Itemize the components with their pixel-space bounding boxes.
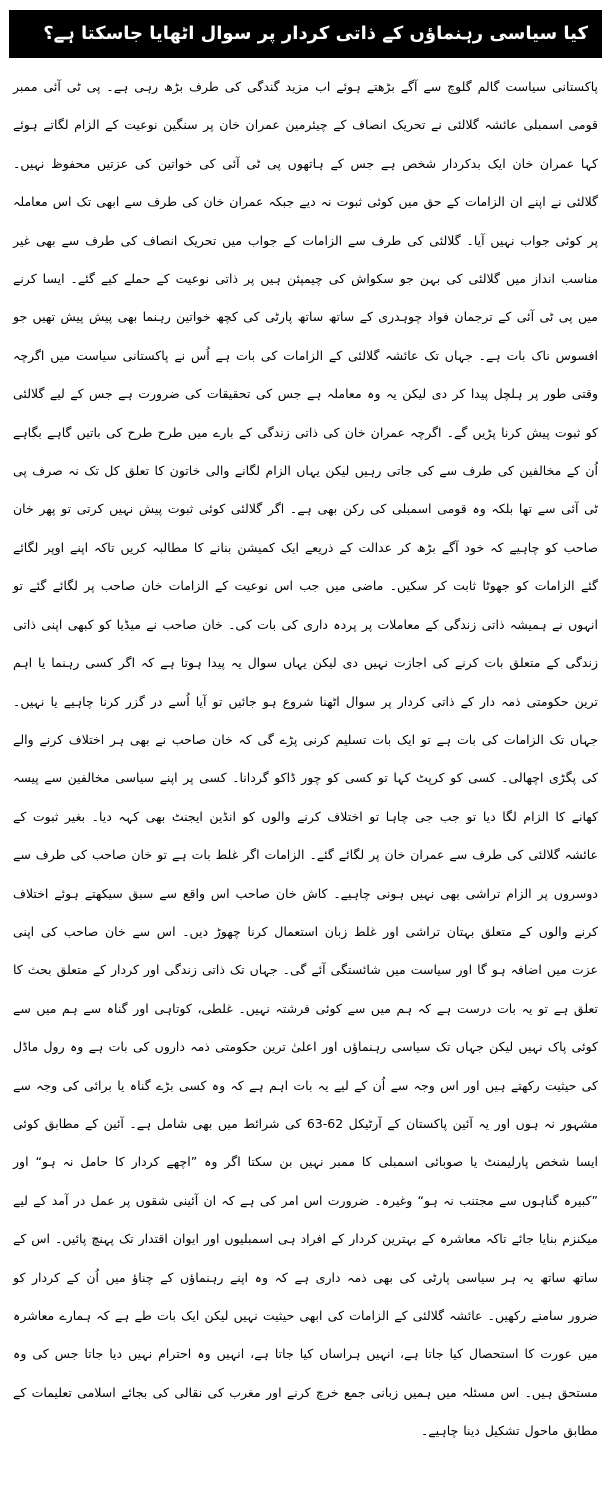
article-body bbox=[9, 68, 602, 1451]
article-headline: کیا سیاسی رہنماؤں کے ذاتی کردار پر سوال اٹھایا جاسکتا ہے؟ bbox=[43, 23, 588, 44]
article-paragraph: پاکستانی سیاست گالم گلوچ سے آگے بڑھتے ہوئے اب مزید گندگی کی طرف بڑھ رہی ہے۔ پی ٹی آئی ممبر قومی اسمبلی عائشہ گلالئی نے تحریک انصاف کے چیئرمین عمران خان پر سنگین نوعیت کے الزام لگاتے ہوئے کہا عمران خان ایک بدکردار شخص ہے جس کے ہاتھوں پی ٹی آئی کی خواتین کی عزتیں محفوظ نہیں۔ گلالئی نے اپنے ان الزامات کے حق میں کوئی ثبوت نہ دیے جبکہ عمران خان کی طرف سے ابھی تک اس معاملہ پر کوئی جواب نہیں آیا۔ گلالئی کی طرف سے الزامات کے جواب میں تحریک انصاف کی طرف سے بھی غیر مناسب انداز میں گلالئی کی بہن جو سکواش کی چیمپئن ہیں پر ذاتی نوعیت کے حملے کیے گئے۔ ایسا کرنے میں پی ٹی آئی کے ترجمان فواد چوہدری کے ساتھ ساتھ پارٹی کی کچھ خواتین رہنما بھی پیش پیش تھیں جو افسوس ناک بات ہے۔ جہاں تک عائشہ گلالئی کے الزامات کی بات ہے اُس نے پاکستانی سیاست میں اگرچہ وقتی طور پر ہلچل پیدا کر دی لیکن یہ وہ معاملہ ہے جس کی تحقیقات کی ضرورت ہے جس کے لیے گلالئی کو ثبوت پیش کرنا پڑیں گے۔ اگرچہ عمران خان کی ذاتی زندگی کے بارے میں طرح طرح کی باتیں گاہے بگاہے اُن کے مخالفین کی طرف سے کی جاتی رہیں لیکن یہاں الزام لگانے والی خاتون کا تعلق کل تک نہ صرف پی ٹی آئی سے تھا بلکہ وہ قومی اسمبلی کی رکن بھی ہے۔ اگر گلالئی کوئی ثبوت پیش نہیں کرتی تو پھر خان صاحب کو چاہیے کہ خود آگے بڑھ کر عدالت کے ذریعے ایک کمیشن بنانے کا مطالبہ کریں تاکہ اپنے اوپر لگائے گئے الزامات کو جھوٹا ثابت کر سکیں۔ ماضی میں جب اس نوعیت کے الزامات خان صاحب پر لگائے گئے تو انہوں نے ہمیشہ ذاتی زندگی کے معاملات پر پردہ داری کی بات کی۔ خان صاحب نے میڈیا کو کبھی اپنی ذاتی زندگی کے متعلق بات کرنے کی اجازت نہیں دی لیکن یہاں سوال یہ پیدا ہوتا ہے کہ اگر کسی رہنما یا اہم ترین حکومتی ذمہ دار کے ذاتی کردار پر سوال اٹھنا شروع ہو جائیں تو آیا اُسے در گزر کرنا چاہیے یا نہیں۔ جہاں تک الزامات کی بات ہے تو ایک بات تسلیم کرنی پڑے گی کہ خان صاحب نے بھی ہر اختلاف کرنے والے کی پگڑی اچھالی۔ کسی کو کرپٹ کہا تو کسی کو چور ڈاکو گردانا۔ کسی پر اپنے سیاسی مخالفین سے پیسہ کھانے کا الزام لگا دیا تو جب جی چاہا تو اختلاف کرنے والوں کو انڈین ایجنٹ بھی کہہ دیا۔ بغیر ثبوت کے عائشہ گلالئی کی طرف سے عمران خان پر لگائے گئے۔ الزامات اگر غلط بات ہے تو خان صاحب کی طرف سے دوسروں پر الزام تراشی بھی نہیں ہونی چاہیے۔ کاش خان صاحب اس واقع سے سبق سیکھتے ہوئے اختلاف کرنے والوں کے متعلق بہتان تراشی اور غلط زبان استعمال کرنا چھوڑ دیں۔ اس سے خان صاحب کی اپنی عزت میں اضافہ ہو گا اور سیاست میں شائستگی آئے گی۔ جہاں تک ذاتی زندگی اور کردار کے متعلق بحث کا تعلق ہے تو یہ بات درست ہے کہ ہم میں سے کوئی فرشتہ نہیں۔ غلطی، کوتاہی اور گناہ سے ہم میں سے کوئی پاک نہیں لیکن جہاں تک سیاسی رہنماؤں اور اعلیٰ ترین حکومتی ذمہ داروں کی بات ہے وہ رول ماڈل کی حیثیت رکھتے ہیں اور اس وجہ سے اُن کے لیے یہ بات اہم ہے کہ وہ کسی بڑے گناہ یا برائی کی وجہ سے مشہور نہ ہوں اور یہ آئین پاکستان کے آرٹیکل 62-63 کی شرائط میں بھی شامل ہے۔ آئین کے مطابق کوئی ایسا شخص پارلیمنٹ یا صوبائی اسمبلی کا ممبر نہیں بن سکتا اگر وہ ”اچھے کردار کا حامل نہ ہو“ اور ”کبیرہ گناہوں سے مجتنب نہ ہو“ وغیرہ۔ ضرورت اس امر کی ہے کہ ان آئینی شقوں پر عمل در آمد کے لیے میکنزم بنایا جائے تاکہ معاشرہ کے بہترین کردار کے افراد ہی اسمبلیوں اور ایوان اقتدار تک پہنچ پائیں۔ اس کے ساتھ ساتھ یہ ہر سیاسی پارٹی کی بھی ذمہ داری ہے کہ وہ اپنے رہنماؤں کے چناؤ میں اُن کے کردار کو ضرور سامنے رکھیں۔ عائشہ گلالئی کے الزامات کی ابھی حیثیت نہیں لیکن ایک بات طے ہے کہ ہمارے معاشرہ میں عورت کا استحصال کیا جاتا ہے، انہیں ہراساں کیا جاتا ہے، انہیں وہ احترام نہیں دیا جاتا جس کی وہ مستحق ہیں۔ اس مسئلہ میں ہمیں زبانی جمع خرچ کرنے اور مغرب کی نقالی کی بجائے اسلامی تعلیمات کے مطابق ماحول تشکیل دینا چاہیے۔ bbox=[13, 79, 598, 1439]
headline-bar bbox=[9, 10, 602, 58]
